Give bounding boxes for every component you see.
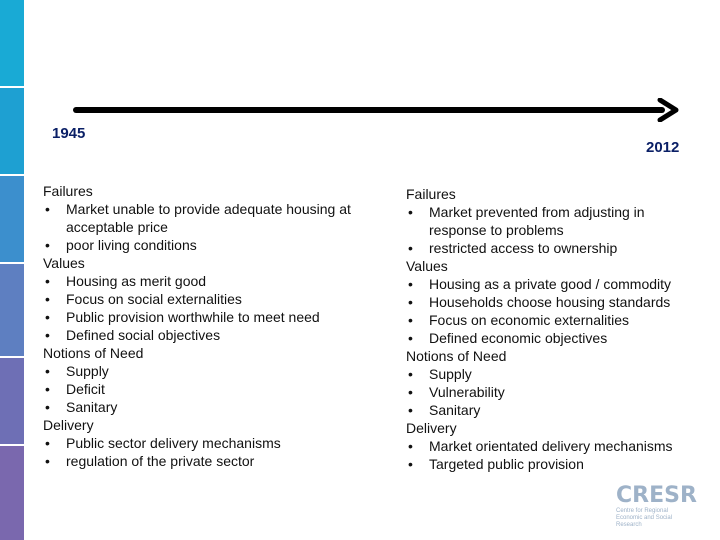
logo-tagline: Centre for Regional Economic and Social Research (616, 508, 673, 528)
bullet-list (43, 434, 383, 470)
list-item: • Market unable to provide adequate housing at acceptable price (43, 200, 383, 236)
list-item: • Supply (406, 365, 706, 383)
strip-segment (0, 88, 24, 174)
logo-wordmark: CRESR (616, 483, 697, 508)
list-item: • Supply (43, 362, 383, 380)
strip-segment (0, 176, 24, 262)
list-item: • restricted access to ownership (406, 239, 706, 257)
list-item: • Focus on social externalities (43, 290, 383, 308)
bullet-list (406, 365, 706, 419)
bullet-list (406, 203, 706, 257)
list-item: • Deficit (43, 380, 383, 398)
start-year-label: 1945 (52, 125, 86, 142)
bullet-list (43, 272, 383, 344)
section-heading: Notions of Need (43, 345, 144, 361)
strip-segment (0, 358, 24, 444)
list-item: • poor living conditions (43, 236, 383, 254)
list-item: • Sanitary (43, 398, 383, 416)
bullet-list (43, 200, 383, 254)
timeline-arrow (70, 98, 682, 122)
strip-segment (0, 264, 24, 356)
end-year-label: 2012 (646, 139, 680, 156)
list-item: • Sanitary (406, 401, 706, 419)
column-1945 (43, 182, 383, 470)
list-item: • Housing as merit good (43, 272, 383, 290)
section-heading: Values (43, 255, 85, 271)
column-2012 (406, 185, 706, 473)
section-heading: Values (406, 258, 448, 274)
bullet-list (43, 362, 383, 416)
list-item: • Market orientated delivery mechanisms (406, 437, 706, 455)
list-item: • regulation of the private sector (43, 452, 383, 470)
list-item: • Vulnerability (406, 383, 706, 401)
list-item: • Market prevented from adjusting in response to problems (406, 203, 706, 239)
section-heading: Notions of Need (406, 348, 507, 364)
side-color-strip (0, 0, 24, 540)
section-heading: Failures (406, 186, 456, 202)
list-item: • Defined economic objectives (406, 329, 706, 347)
list-item: • Defined social objectives (43, 326, 383, 344)
section-heading: Failures (43, 183, 93, 199)
cresr-logo (616, 483, 697, 529)
section-heading: Delivery (43, 417, 94, 433)
list-item: • Public sector delivery mechanisms (43, 434, 383, 452)
strip-segment (0, 0, 24, 86)
list-item: • Targeted public provision (406, 455, 706, 473)
bullet-list (406, 275, 706, 347)
list-item: • Public provision worthwhile to meet need (43, 308, 383, 326)
list-item: • Housing as a private good / commodity (406, 275, 706, 293)
strip-segment (0, 446, 24, 540)
list-item: • Focus on economic externalities (406, 311, 706, 329)
bullet-list (406, 437, 706, 473)
list-item: • Households choose housing standards (406, 293, 706, 311)
section-heading: Delivery (406, 420, 457, 436)
